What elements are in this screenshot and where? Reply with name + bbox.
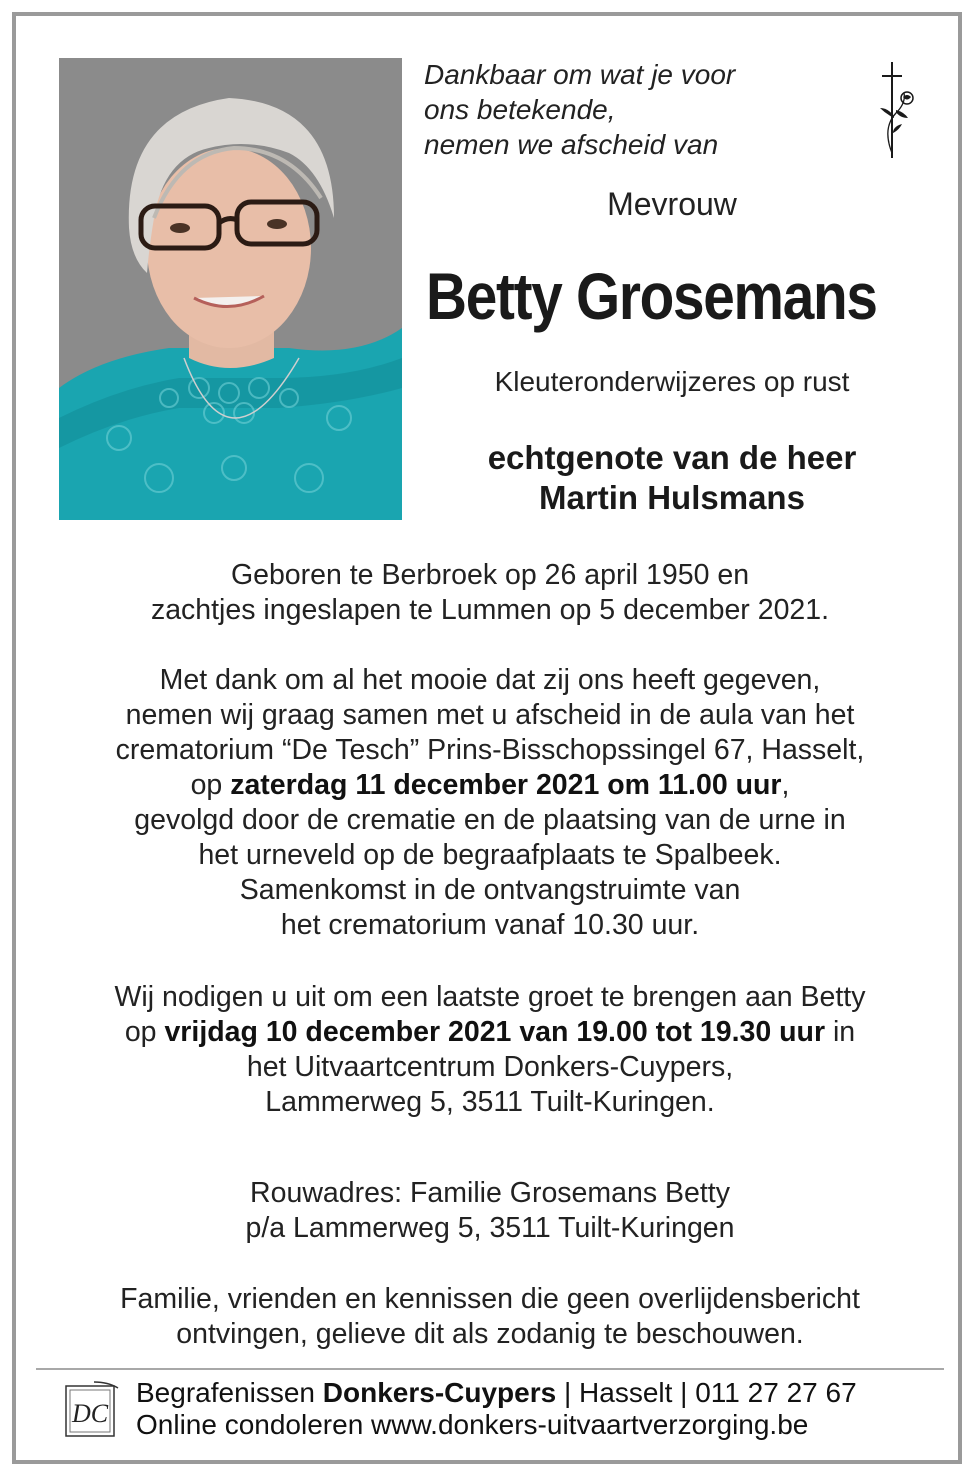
ceremony-line: het crematorium vanaf 10.30 uur. [280, 909, 700, 941]
mourning-address-block [40, 1176, 940, 1246]
portrait-photo [59, 58, 402, 520]
spouse-line: echtgenote van de heer [487, 439, 857, 476]
notice-block [40, 1282, 940, 1352]
ceremony-line: gevolgd door de crematie en de plaatsing van de urne in [134, 804, 846, 836]
visitation-line: Wij nodigen u uit om een laatste groet te brengen aan Betty [114, 981, 866, 1013]
footer-text [136, 1377, 936, 1441]
intro-text [424, 57, 844, 162]
footer-website-line[interactable]: Online condoleren www.donkers-uitvaartverzorging.be [136, 1409, 809, 1440]
mourning-address-line: p/a Lammerweg 5, 3511 Tuilt-Kuringen [245, 1212, 735, 1244]
funeral-home-name: Donkers-Cuypers [322, 1377, 557, 1408]
birth-death-block [40, 558, 940, 628]
footer-contact: | Hasselt | 011 27 27 67 [556, 1377, 857, 1408]
visitation-block [40, 980, 940, 1120]
ceremony-date-suffix: , [781, 769, 790, 801]
footer-contact-line [136, 1377, 936, 1409]
visitation-date-line [40, 1015, 940, 1050]
cross-with-rose-icon [872, 58, 922, 162]
notice-line: Familie, vrienden en kennissen die geen overlijdensbericht [120, 1283, 860, 1315]
death-line: zachtjes ingeslapen te Lummen op 5 december 2021. [150, 594, 830, 626]
visitation-date: vrijdag 10 december 2021 van 19.00 tot 19.30 uur [164, 1016, 826, 1048]
intro-line: ons betekende, [424, 94, 616, 125]
occupation: Kleuteronderwijzeres op rust [494, 366, 850, 397]
salutation: Mevrouw [607, 186, 737, 222]
visitation-line: het Uitvaartcentrum Donkers-Cuypers, [246, 1051, 734, 1083]
deceased-name: Betty Grosemans [426, 259, 877, 333]
intro-line: Dankbaar om wat je voor [424, 59, 736, 90]
logo-monogram: DC [71, 1399, 109, 1428]
ceremony-line: Samenkomst in de ontvangstruimte van [239, 874, 741, 906]
funeral-home-logo [64, 1380, 120, 1440]
ceremony-line: het urneveld op de begraafplaats te Spalbeek. [198, 839, 782, 871]
footer-divider [36, 1368, 944, 1370]
ceremony-line: crematorium “De Tesch” Prins-Bisschopssingel 67, Hasselt, [115, 734, 865, 766]
footer-prefix: Begrafenissen [136, 1377, 323, 1408]
visitation-date-prefix: op [124, 1016, 165, 1048]
notice-line: ontvingen, gelieve dit als zodanig te beschouwen. [176, 1318, 804, 1350]
visitation-line: Lammerweg 5, 3511 Tuilt-Kuringen. [265, 1086, 715, 1118]
ceremony-block [40, 663, 940, 943]
ceremony-line: Met dank om al het mooie dat zij ons heeft gegeven, [159, 664, 821, 696]
spouse-info [426, 438, 918, 518]
ceremony-date-line [40, 768, 940, 803]
ceremony-line: nemen wij graag samen met u afscheid in de aula van het [125, 699, 855, 731]
mourning-address-line: Rouwadres: Familie Grosemans Betty [250, 1177, 730, 1209]
intro-line: nemen we afscheid van [424, 129, 719, 160]
ceremony-date: zaterdag 11 december 2021 om 11.00 uur [230, 769, 782, 801]
ceremony-date-prefix: op [190, 769, 231, 801]
birth-line: Geboren te Berbroek op 26 april 1950 en [230, 559, 750, 591]
visitation-date-suffix: in [825, 1016, 856, 1048]
spouse-name: Martin Hulsmans [539, 479, 805, 516]
